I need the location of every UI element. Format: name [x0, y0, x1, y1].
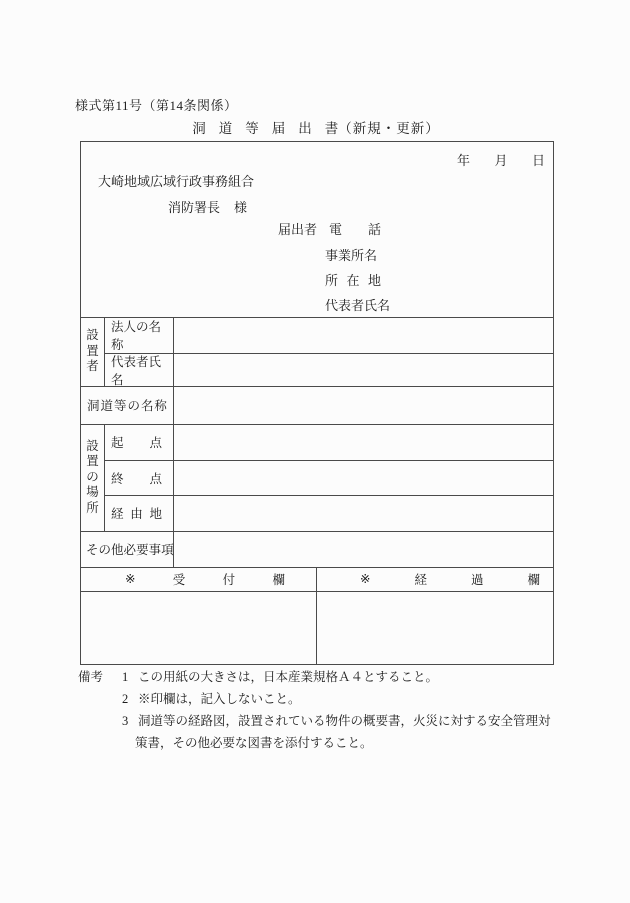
notifier-label: 届出者 [278, 222, 318, 237]
honorific: 様 [234, 200, 248, 215]
end-point-label: 終 点 [111, 471, 162, 486]
progress-value-cell [316, 591, 553, 664]
representative-label: 代表者氏名 [325, 298, 391, 313]
note-text: 洞道等の経路図，設置されている物件の概要書，火災に対する安全管理対 [138, 714, 551, 728]
location-group-label: 設 置 の 場 所 [86, 438, 99, 515]
notes-label: 備考 [78, 670, 104, 684]
page-title-main: 洞道等届出書 [192, 121, 352, 136]
tunnel-name-label: 洞 道 等 の 名 称 [87, 399, 167, 413]
organization-name: 大崎地域広域行政事務組合 [98, 174, 255, 189]
start-point-value-cell [173, 424, 553, 460]
phone-label: 電 話 [329, 222, 381, 237]
note-item [78, 666, 556, 688]
installer-group-label: 設 置 者 [86, 328, 99, 374]
form-number: 様式第11号（第14条関係） [75, 98, 238, 113]
note-item-continuation [78, 732, 556, 754]
other-items-value-cell [173, 531, 553, 567]
receipt-column-header: ※ 受 付 欄 [125, 572, 285, 587]
via-point-value-cell [173, 495, 553, 531]
receipt-value-cell [81, 591, 316, 664]
note-item [78, 688, 556, 710]
note-number: 3 [122, 714, 129, 728]
note-number: 2 [122, 692, 129, 706]
addressee-line [168, 197, 247, 216]
note-text: 策書，その他必要な図書を添付すること。 [135, 736, 373, 750]
date-line: 年 月 日 [457, 153, 545, 168]
end-point-value-cell [173, 460, 553, 495]
page-title [80, 117, 552, 137]
corporation-name-label: 法人の名称 [111, 320, 162, 352]
form-table [80, 141, 554, 665]
note-text: ※印欄は，記入しないこと。 [138, 692, 301, 706]
tunnel-name-value-cell [173, 386, 553, 424]
note-number: 1 [122, 670, 129, 684]
office-name-label: 事業所名 [325, 248, 378, 263]
note-text: この用紙の大きさは，日本産業規格Ａ４とすること。 [138, 670, 439, 684]
corporation-name-value-cell [173, 317, 553, 353]
addressee: 消防署長 [168, 200, 221, 215]
note-item [78, 710, 556, 732]
notes-section [78, 666, 556, 754]
representative-name-value-cell [173, 353, 553, 386]
via-point-label: 経 由 地 [111, 507, 162, 521]
start-point-label: 起 点 [111, 436, 162, 450]
page-title-paren: （新規・更新） [338, 121, 440, 136]
address-label: 所 在 地 [325, 273, 381, 288]
representative-name-label: 代表者氏名 [111, 354, 162, 387]
other-items-label: そ の 他 必 要 事 項 [86, 543, 174, 557]
progress-column-header: ※ 経 過 欄 [360, 572, 540, 587]
